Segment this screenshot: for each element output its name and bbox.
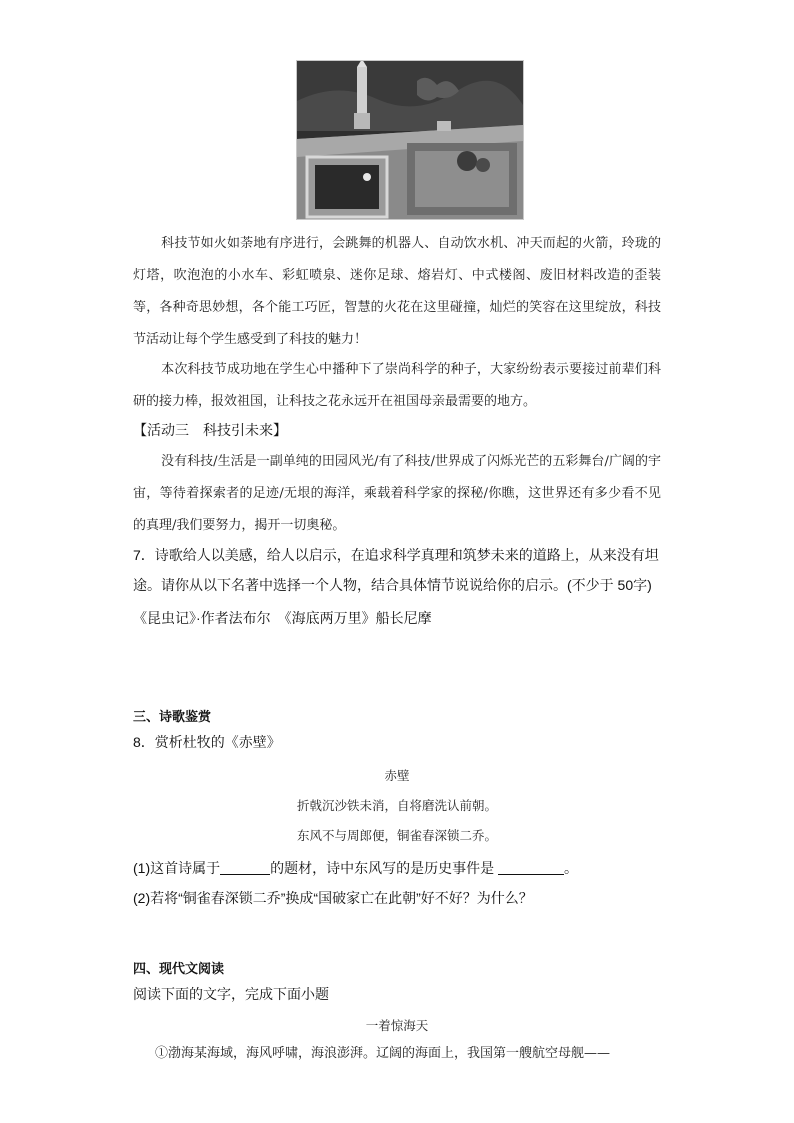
festival-paragraph-1-text: 科技节如火如荼地有序进行，会跳舞的机器人、自动饮水机、冲天而起的火箭，玲珑的灯塔，吹泡泡的小水车、彩虹喷泉、迷你足球、熔岩灯、中式楼阁、废旧材料改造的歪装等，各种奇思妙想，各个能工巧匠，智慧的火花在这里碰撞，灿烂的笑容在这里绽放，科技节活动让每个学生感受到了科技的魅力！ — [133, 236, 661, 347]
question-8-1-part-a: (1)这首诗属于 — [133, 860, 221, 876]
question-8-1-part-b: 的题材，诗中东风写的是历史事件是 — [270, 860, 495, 876]
question-7-options: 《昆虫记》·作者法布尔 《海底两万里》船长尼摩 — [133, 610, 432, 626]
poem-line-1: 折戟沉沙铁未消，自将磨洗认前朝。 — [296, 798, 497, 813]
answer-blank-2[interactable] — [498, 860, 564, 875]
question-8-2: (2)若将“铜雀春深锁二乔”换成“国破家亡在此朝”好不好？为什么？ — [133, 890, 533, 906]
question-8-1-part-c: 。 — [564, 860, 579, 876]
question-7: 7．诗歌给人以美感，给人以启示，在追求科学真理和筑梦未来的道路上，从来没有坦途。请你从以下名著中选择一个人物，结合具体情节说说给你的启示。(不少于 50字) — [133, 547, 659, 593]
festival-paragraph-2 — [133, 354, 661, 418]
question-8-1 — [133, 858, 578, 878]
poem-line-2: 东风不与周郎便，铜雀春深锁二乔。 — [296, 828, 497, 843]
answer-blank-1[interactable] — [220, 860, 270, 875]
question-8: 8．赏析杜牧的《赤壁》 — [133, 734, 281, 750]
article-paragraph-1 — [133, 1040, 661, 1068]
section-3-heading: 三、诗歌鉴赏 — [133, 709, 212, 724]
exhibit-photo — [296, 60, 524, 220]
article-title: 一着惊海天 — [365, 1018, 429, 1033]
festival-paragraph-1 — [133, 228, 661, 356]
article-paragraph-1-text: ①渤海某海域，海风呼啸，海浪澎湃。辽阔的海面上，我国第一艘航空母舰—— — [155, 1046, 611, 1061]
poem-quote-text: 没有科技/生活是一副单纯的田园风光/有了科技/世界成了闪烁光芒的五彩舞台/广阔的宇宙，等待着探索者的足迹/无垠的海洋，乘载着科学家的探秘/你瞧，这世界还有多少看不见的真理/我们要努力，揭开一切奥秘。 — [133, 454, 661, 533]
reading-instruction: 阅读下面的文字，完成下面小题 — [133, 986, 329, 1002]
poem-quote — [133, 446, 661, 542]
section-4-heading: 四、现代文阅读 — [133, 961, 225, 976]
activity-3-heading: 【活动三 科技引未来】 — [133, 422, 287, 438]
festival-paragraph-2-text: 本次科技节成功地在学生心中播种下了崇尚科学的种子，大家纷纷表示要接过前辈们科研的接力棒，报效祖国，让科技之花永远开在祖国母亲最需要的地方。 — [133, 362, 661, 409]
exhibit-photo-image — [297, 61, 523, 219]
poem-title: 赤壁 — [384, 768, 410, 783]
